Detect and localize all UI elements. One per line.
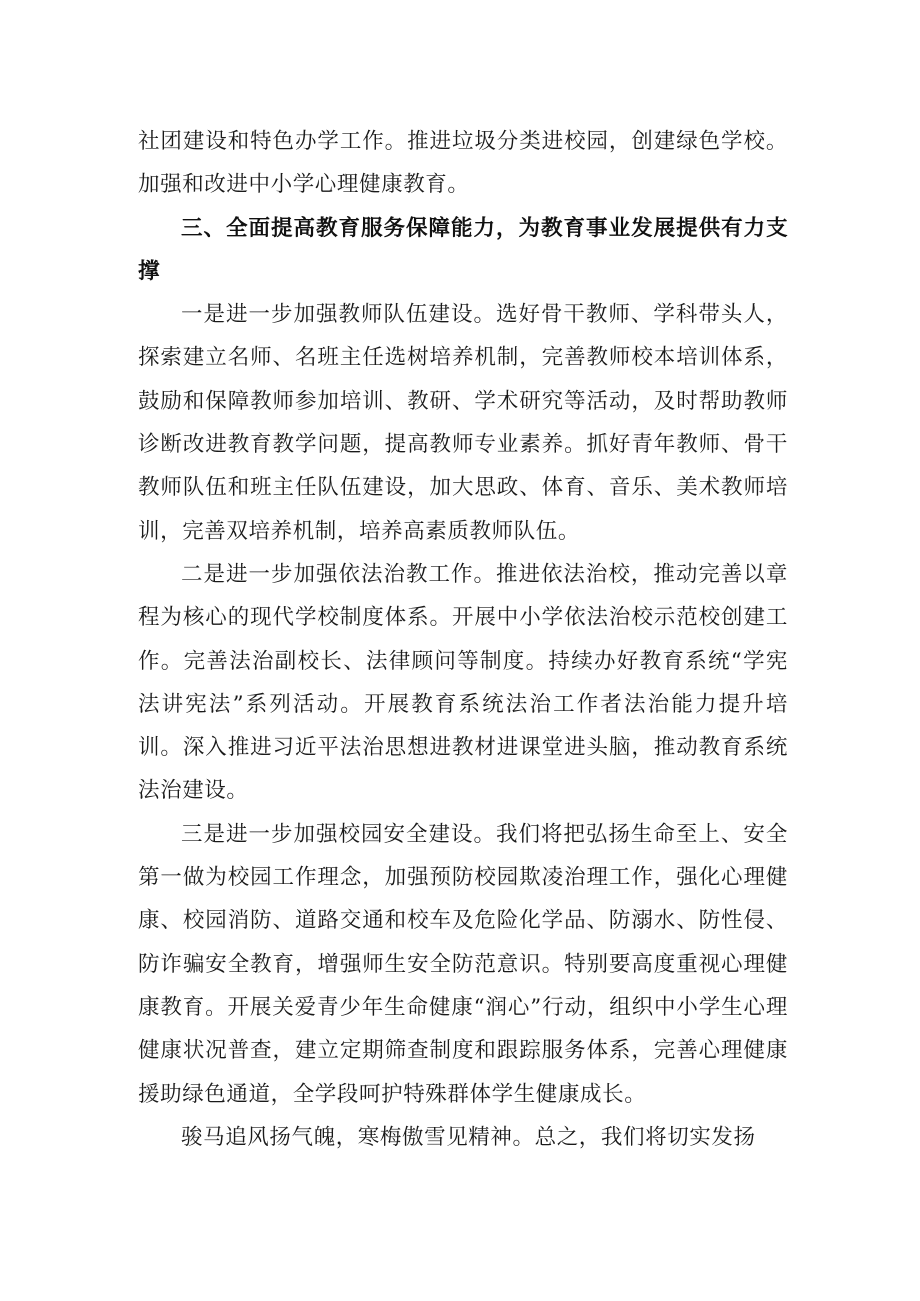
section-heading-three: 三、全面提高教育服务保障能力，为教育事业发展提供有力支撑 — [138, 215, 788, 284]
document-body — [138, 120, 788, 1159]
paragraph-campus-safety: 三是进一步加强校园安全建设。我们将把弘扬生命至上、安全第一做为校园工作理念，加强预防校园欺凌治理工作，强化心理健康、校园消防、道路交通和校车及危险化学品、防溺水、防性侵、防诈骗安全教育，增强师生安全防范意识。特别要高度重视心理健康教育。开展关爱青少年生命健康“润心”行动，组织中小学生心理健康状况普查，建立定期筛查制度和跟踪服务体系，完善心理健康援助绿色通道，全学段呵护特殊群体学生健康成长。 — [138, 821, 788, 1107]
paragraph-conclusion: 骏马追风扬气魄，寒梅傲雪见精神。总之，我们将切实发扬 — [181, 1124, 756, 1150]
paragraph-continued: 社团建设和特色办学工作。推进垃圾分类进校园，创建绿色学校。加强和改进中小学心理健康教育。 — [138, 129, 788, 198]
paragraph-teacher-team: 一是进一步加强教师队伍建设。选好骨干教师、学科带头人，探索建立名师、名班主任选树培养机制，完善教师校本培训体系，鼓励和保障教师参加培训、教研、学术研究等活动，及时帮助教师诊断改进教育教学问题，提高教师专业素养。抓好青年教师、骨干教师队伍和班主任队伍建设，加大思政、体育、音乐、美术教师培训，完善双培养机制，培养高素质教师队伍。 — [138, 302, 788, 544]
paragraph-rule-of-law: 二是进一步加强依法治教工作。推进依法治校，推动完善以章程为核心的现代学校制度体系。开展中小学依法治校示范校创建工作。完善法治副校长、法律顾问等制度。持续办好教育系统“学宪法讲宪法”系列活动。开展教育系统法治工作者法治能力提升培训。深入推进习近平法治思想进教材进课堂进头脑，推动教育系统法治建设。 — [138, 561, 788, 804]
